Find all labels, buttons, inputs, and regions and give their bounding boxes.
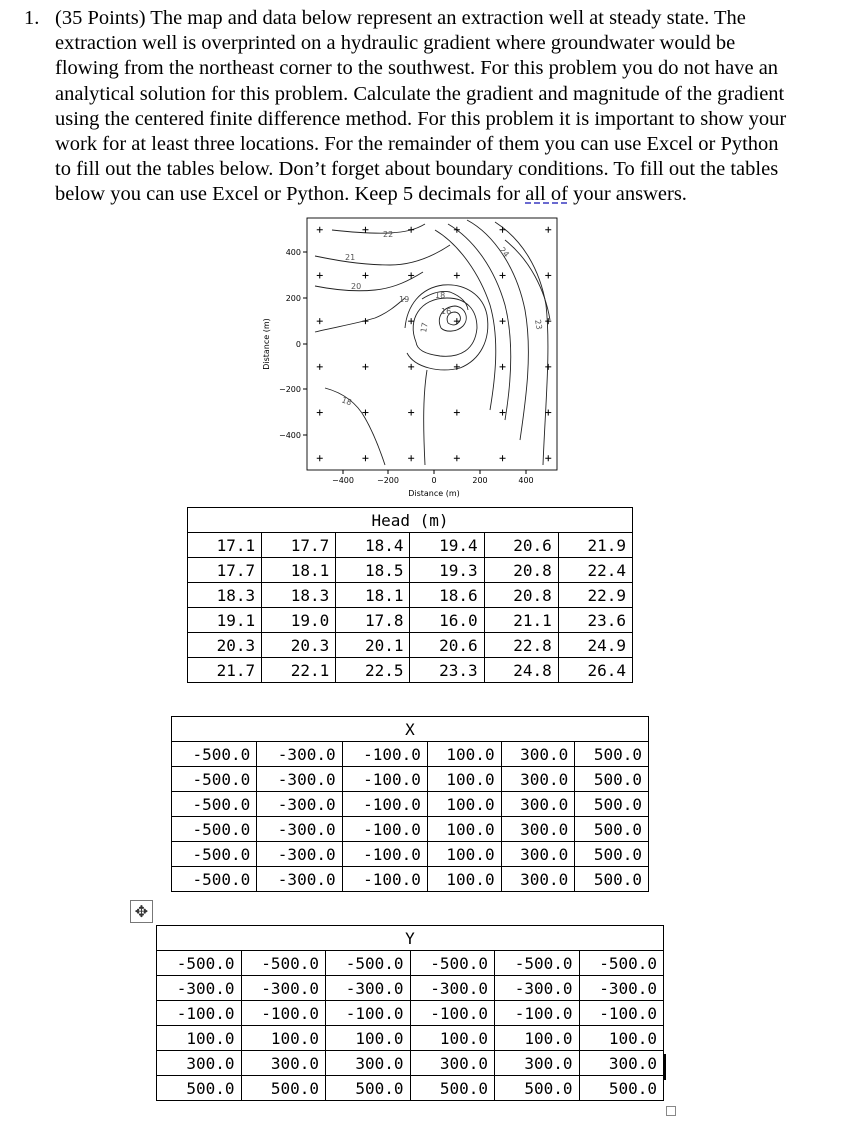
contour-line-18 [405, 285, 488, 370]
contour-plot [255, 210, 575, 502]
grid-point-marker [545, 410, 551, 416]
problem-statement [24, 6, 844, 208]
table-row [157, 1026, 664, 1051]
problem-line: flowing from the northeast corner to the southwest. For this problem you do not have an [55, 57, 779, 80]
grid-point-marker [545, 455, 551, 461]
table-cell[interactable]: 18.1 [336, 583, 410, 608]
x-tick-label: 0 [431, 476, 437, 485]
table-cell[interactable]: 100.0 [427, 867, 501, 892]
problem-text [55, 6, 844, 208]
table-cell[interactable]: 20.8 [484, 558, 558, 583]
table-cell[interactable]: 21.7 [188, 658, 262, 683]
contour-label: 21 [345, 253, 356, 262]
problem-number: 1. [24, 7, 40, 29]
table-cell[interactable]: 500.0 [575, 817, 649, 842]
x-tick-label: 200 [472, 476, 488, 485]
text-cursor [664, 1054, 666, 1080]
table-cell[interactable]: 500.0 [495, 1076, 580, 1101]
table-cell[interactable]: 18.3 [188, 583, 262, 608]
table-cell[interactable]: 18.5 [336, 558, 410, 583]
grid-point-marker [408, 227, 414, 233]
grid-point-marker [317, 227, 323, 233]
table-cell[interactable]: -300.0 [495, 976, 580, 1001]
grid-point-marker [500, 455, 506, 461]
x-axis-label: Distance (m) [408, 489, 460, 498]
table-row [172, 792, 649, 817]
table-cell[interactable]: -300.0 [157, 976, 242, 1001]
table-row [188, 633, 633, 658]
grid-point-marker [362, 455, 368, 461]
table-cell[interactable]: 21.1 [484, 608, 558, 633]
x-table[interactable] [171, 716, 649, 892]
table-cell[interactable]: -500.0 [241, 951, 326, 976]
x-tick-label: −200 [377, 476, 399, 485]
table-cell[interactable]: -100.0 [342, 867, 427, 892]
table-cell[interactable]: 22.5 [336, 658, 410, 683]
y-table[interactable] [156, 925, 664, 1101]
grid-point-marker [500, 364, 506, 370]
table-cell[interactable]: 24.9 [558, 633, 632, 658]
contour-label: 17 [419, 321, 430, 334]
table-row [172, 842, 649, 867]
table-cell[interactable]: 100.0 [579, 1026, 664, 1051]
table-cell[interactable]: 500.0 [410, 1076, 495, 1101]
contour-label: 18 [435, 291, 446, 300]
table-cell[interactable]: 17.1 [188, 533, 262, 558]
x-tick-label: 400 [518, 476, 534, 485]
grid-point-marker [454, 318, 460, 324]
problem-line-last [55, 182, 844, 207]
table-cell[interactable]: -300.0 [410, 976, 495, 1001]
table-cell[interactable]: 500.0 [241, 1076, 326, 1101]
table-cell[interactable]: 300.0 [501, 767, 575, 792]
table-cell[interactable]: 17.7 [188, 558, 262, 583]
grid-point-marker [545, 272, 551, 278]
problem-text-segment: below you can use Excel or Python. Keep 5 decimals for [55, 183, 526, 206]
contour-label: 20 [351, 282, 362, 291]
table-cell[interactable]: -100.0 [342, 817, 427, 842]
table-cell[interactable]: -100.0 [342, 842, 427, 867]
table-cell[interactable]: 21.9 [558, 533, 632, 558]
table-row [188, 608, 633, 633]
contour-line-19-south [424, 370, 427, 465]
table-cell[interactable]: 22.1 [262, 658, 336, 683]
table-cell[interactable]: -100.0 [342, 742, 427, 767]
grid-point-marker [317, 318, 323, 324]
table-row [157, 1001, 664, 1026]
table-cell[interactable]: 18.4 [336, 533, 410, 558]
table-cell[interactable]: -300.0 [257, 792, 342, 817]
table-cell[interactable]: 22.4 [558, 558, 632, 583]
table-cell[interactable]: -500.0 [410, 951, 495, 976]
contour-label: 22 [383, 230, 394, 239]
table-cell[interactable]: 26.4 [558, 658, 632, 683]
resize-icon[interactable] [666, 1106, 676, 1116]
grid-point-marker [362, 364, 368, 370]
table-cell[interactable]: 100.0 [427, 792, 501, 817]
table-row [188, 558, 633, 583]
grid-point-marker [545, 318, 551, 324]
table-row [172, 767, 649, 792]
table-cell[interactable]: 500.0 [575, 842, 649, 867]
grid-point-marker [454, 410, 460, 416]
table-cell[interactable]: 300.0 [501, 817, 575, 842]
table-cell[interactable]: -500.0 [172, 817, 257, 842]
problem-line: using the centered finite difference method. For this problem it is important to show your [55, 107, 787, 130]
table-row [157, 1076, 664, 1101]
table-cell[interactable]: 100.0 [427, 817, 501, 842]
y-tick-label: −400 [279, 431, 301, 440]
contour-line-19 [315, 298, 405, 332]
table-cell[interactable]: 300.0 [501, 842, 575, 867]
grid-point-marker [500, 272, 506, 278]
head-table[interactable] [187, 507, 633, 683]
grid-point-marker [317, 455, 323, 461]
table-cell[interactable]: -300.0 [257, 742, 342, 767]
table-cell[interactable]: -300.0 [257, 767, 342, 792]
table-cell[interactable]: 17.7 [262, 533, 336, 558]
contour-label: 23 [533, 318, 544, 331]
table-cell[interactable]: 22.8 [484, 633, 558, 658]
grid-point-marker [408, 410, 414, 416]
table-cell[interactable]: -100.0 [579, 1001, 664, 1026]
x-axis [332, 470, 534, 498]
table-cell[interactable]: 300.0 [501, 867, 575, 892]
table-cell[interactable]: -500.0 [172, 842, 257, 867]
table-cell[interactable]: 23.6 [558, 608, 632, 633]
grid-point-marker [317, 410, 323, 416]
table-cell[interactable]: -100.0 [342, 792, 427, 817]
table-cell[interactable]: -300.0 [241, 976, 326, 1001]
table-cell[interactable]: -500.0 [157, 951, 242, 976]
move-icon[interactable]: ✥ [130, 900, 153, 923]
table-cell[interactable]: -100.0 [241, 1001, 326, 1026]
table-cell[interactable]: -300.0 [257, 842, 342, 867]
table-row [157, 976, 664, 1001]
table-cell[interactable]: -100.0 [410, 1001, 495, 1026]
table-row [172, 742, 649, 767]
table-title: Y [157, 926, 664, 951]
table-cell[interactable]: 500.0 [575, 742, 649, 767]
table-cell[interactable]: 17.8 [336, 608, 410, 633]
table-cell[interactable]: 100.0 [410, 1026, 495, 1051]
table-cell[interactable]: 300.0 [326, 1051, 411, 1076]
contour-line-21 [315, 245, 450, 265]
table-cell[interactable]: 100.0 [495, 1026, 580, 1051]
table-cell[interactable]: -300.0 [579, 976, 664, 1001]
table-cell[interactable]: 22.9 [558, 583, 632, 608]
contour-line-22-east [505, 240, 550, 320]
table-cell[interactable]: 300.0 [241, 1051, 326, 1076]
table-cell[interactable]: 100.0 [157, 1026, 242, 1051]
table-row [157, 1051, 664, 1076]
grid-point-marker [454, 272, 460, 278]
table-row [172, 867, 649, 892]
table-cell[interactable]: 100.0 [427, 842, 501, 867]
table-cell[interactable]: 23.3 [410, 658, 484, 683]
table-row [172, 817, 649, 842]
table-row [188, 583, 633, 608]
y-tick-label: 400 [285, 248, 301, 257]
table-cell[interactable]: -500.0 [172, 767, 257, 792]
table-cell[interactable]: 18.6 [410, 583, 484, 608]
contour-label: 19 [399, 295, 410, 304]
table-cell[interactable]: 16.0 [410, 608, 484, 633]
table-cell[interactable]: 300.0 [501, 742, 575, 767]
table-cell[interactable]: 20.3 [188, 633, 262, 658]
table-row [157, 951, 664, 976]
table-cell[interactable]: 20.6 [484, 533, 558, 558]
grid-point-marker [362, 272, 368, 278]
y-axis [262, 248, 307, 440]
table-cell[interactable]: 100.0 [427, 742, 501, 767]
table-cell[interactable]: 19.1 [188, 608, 262, 633]
grid-point-marker [500, 227, 506, 233]
grid-point-marker [500, 410, 506, 416]
problem-line: (35 Points) The map and data below represent an extraction well at steady state. The [55, 7, 746, 29]
grid-point-marker [545, 227, 551, 233]
table-row [188, 658, 633, 683]
grid-point-marker [408, 364, 414, 370]
table-cell[interactable]: 24.8 [484, 658, 558, 683]
table-cell[interactable]: -500.0 [326, 951, 411, 976]
grid-point-marker [545, 364, 551, 370]
grid-point-marker [500, 318, 506, 324]
table-cell[interactable]: -500.0 [495, 951, 580, 976]
table-cell[interactable]: 300.0 [410, 1051, 495, 1076]
contour-label: 16 [441, 307, 452, 316]
table-cell[interactable]: 19.4 [410, 533, 484, 558]
problem-line: to fill out the tables below. Don’t forget about boundary conditions. To fill out the tables [55, 158, 779, 181]
contour-labels [340, 230, 543, 407]
table-cell[interactable]: 500.0 [575, 792, 649, 817]
table-cell[interactable]: -100.0 [342, 767, 427, 792]
table-title: X [172, 717, 649, 742]
y-tick-label: 200 [285, 294, 301, 303]
table-cell[interactable]: -100.0 [326, 1001, 411, 1026]
table-cell[interactable]: 500.0 [326, 1076, 411, 1101]
contour-line-20 [315, 272, 423, 291]
table-cell[interactable]: 300.0 [579, 1051, 664, 1076]
table-cell[interactable]: -500.0 [579, 951, 664, 976]
table-cell[interactable]: 18.1 [262, 558, 336, 583]
grid-point-marker [317, 364, 323, 370]
problem-line: analytical solution for this problem. Calculate the gradient and magnitude of the gradient [55, 82, 785, 105]
table-cell[interactable]: -300.0 [257, 817, 342, 842]
table-cell[interactable]: 100.0 [326, 1026, 411, 1051]
table-cell[interactable]: 500.0 [575, 767, 649, 792]
table-cell[interactable]: 500.0 [157, 1076, 242, 1101]
grid-point-marker [408, 455, 414, 461]
grid-point-marker [454, 455, 460, 461]
contour-label: 24 [497, 245, 511, 260]
table-cell[interactable]: 100.0 [241, 1026, 326, 1051]
table-row [188, 533, 633, 558]
contour-line-23a [435, 230, 496, 410]
table-cell[interactable]: -100.0 [495, 1001, 580, 1026]
table-cell[interactable]: 20.3 [262, 633, 336, 658]
table-cell[interactable]: 20.8 [484, 583, 558, 608]
table-cell[interactable]: -500.0 [172, 792, 257, 817]
y-tick-label: −200 [279, 385, 301, 394]
table-cell[interactable]: 300.0 [495, 1051, 580, 1076]
table-cell[interactable]: -300.0 [257, 867, 342, 892]
grid-point-marker [317, 272, 323, 278]
table-cell[interactable]: 300.0 [157, 1051, 242, 1076]
table-cell[interactable]: 19.3 [410, 558, 484, 583]
problem-text-segment: your answers. [567, 183, 687, 206]
grid-point-marker [362, 227, 368, 233]
table-title: Head (m) [188, 508, 633, 533]
table-cell[interactable]: 19.0 [262, 608, 336, 633]
table-cell[interactable]: 100.0 [427, 767, 501, 792]
grid-point-marker [362, 318, 368, 324]
table-cell[interactable]: -500.0 [172, 742, 257, 767]
table-cell[interactable]: -100.0 [157, 1001, 242, 1026]
problem-line: extraction well is overprinted on a hydraulic gradient where groundwater would be [55, 32, 736, 55]
y-tick-label: 0 [295, 340, 301, 349]
y-axis-label: Distance (m) [262, 318, 271, 370]
contour-line-18-south [325, 388, 385, 465]
table-cell[interactable]: 300.0 [501, 792, 575, 817]
table-cell[interactable]: 500.0 [575, 867, 649, 892]
table-cell[interactable]: 18.3 [262, 583, 336, 608]
spellcheck-underlined-text: all of [525, 183, 568, 206]
x-tick-label: −400 [332, 476, 354, 485]
contour-label: 18 [340, 395, 353, 408]
table-cell[interactable]: 20.1 [336, 633, 410, 658]
table-cell[interactable]: -500.0 [172, 867, 257, 892]
table-cell[interactable]: 500.0 [579, 1076, 664, 1101]
table-cell[interactable]: 20.6 [410, 633, 484, 658]
problem-line: work for at least three locations. For the remainder of them you can use Excel or Python [55, 133, 779, 156]
table-cell[interactable]: -300.0 [326, 976, 411, 1001]
